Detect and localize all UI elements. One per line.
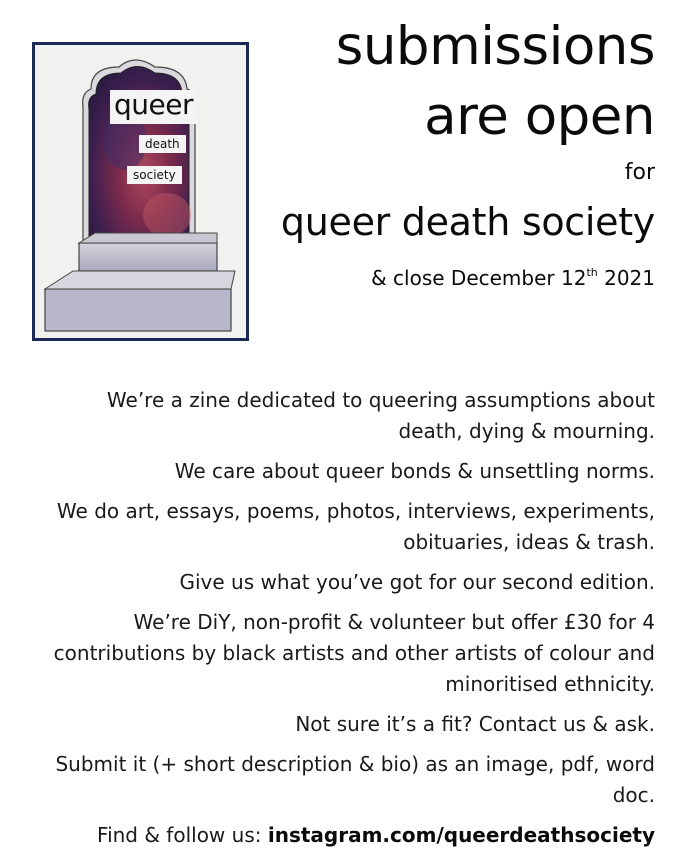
paragraph-submit: Submit it (+ short description & bio) as an image, pdf, word doc. xyxy=(55,752,655,807)
plinth-upper-top xyxy=(79,233,217,243)
tombstone-word-society: society xyxy=(127,166,182,184)
paragraph-call: Give us what you’ve got for our second edition. xyxy=(179,570,655,594)
headline-for: for xyxy=(624,160,655,185)
follow-line xyxy=(40,820,655,851)
instagram-link[interactable]: instagram.com/queerdeathsociety xyxy=(267,823,655,847)
paragraph-contact: Not sure it’s a fit? Contact us & ask. xyxy=(295,712,655,736)
zine-name: queer death society xyxy=(280,200,655,244)
tombstone-illustration xyxy=(32,42,249,341)
plinth-lower-top xyxy=(45,271,235,289)
plinth-upper xyxy=(79,243,217,271)
paragraph-zine-purpose: We’re a zine dedicated to queering assumptions about death, dying & mourning. xyxy=(106,388,655,443)
close-date-ordinal: th xyxy=(586,266,598,279)
paragraph-values: We care about queer bonds & unsettling norms. xyxy=(174,459,655,483)
paragraph-formats: We do art, essays, poems, photos, interviews, experiments, obituaries, ideas & trash. xyxy=(56,499,655,554)
close-date xyxy=(371,263,655,293)
close-date-prefix: & close December 12 xyxy=(371,266,587,290)
follow-label: Find & follow us: xyxy=(97,823,268,847)
headline-line-1: submissions xyxy=(335,16,655,77)
close-date-year: 2021 xyxy=(597,266,655,290)
headline-line-2: are open xyxy=(424,86,655,147)
tombstone-word-death: death xyxy=(139,135,186,153)
plinth-lower xyxy=(45,289,231,331)
body-copy xyxy=(40,385,655,860)
paragraph-payment: We’re DiY, non-profit & volunteer but offer £30 for 4 contributions by black artists and other artists of colour and minoritised ethnicity. xyxy=(53,610,655,696)
tombstone-word-queer: queer xyxy=(110,90,197,124)
